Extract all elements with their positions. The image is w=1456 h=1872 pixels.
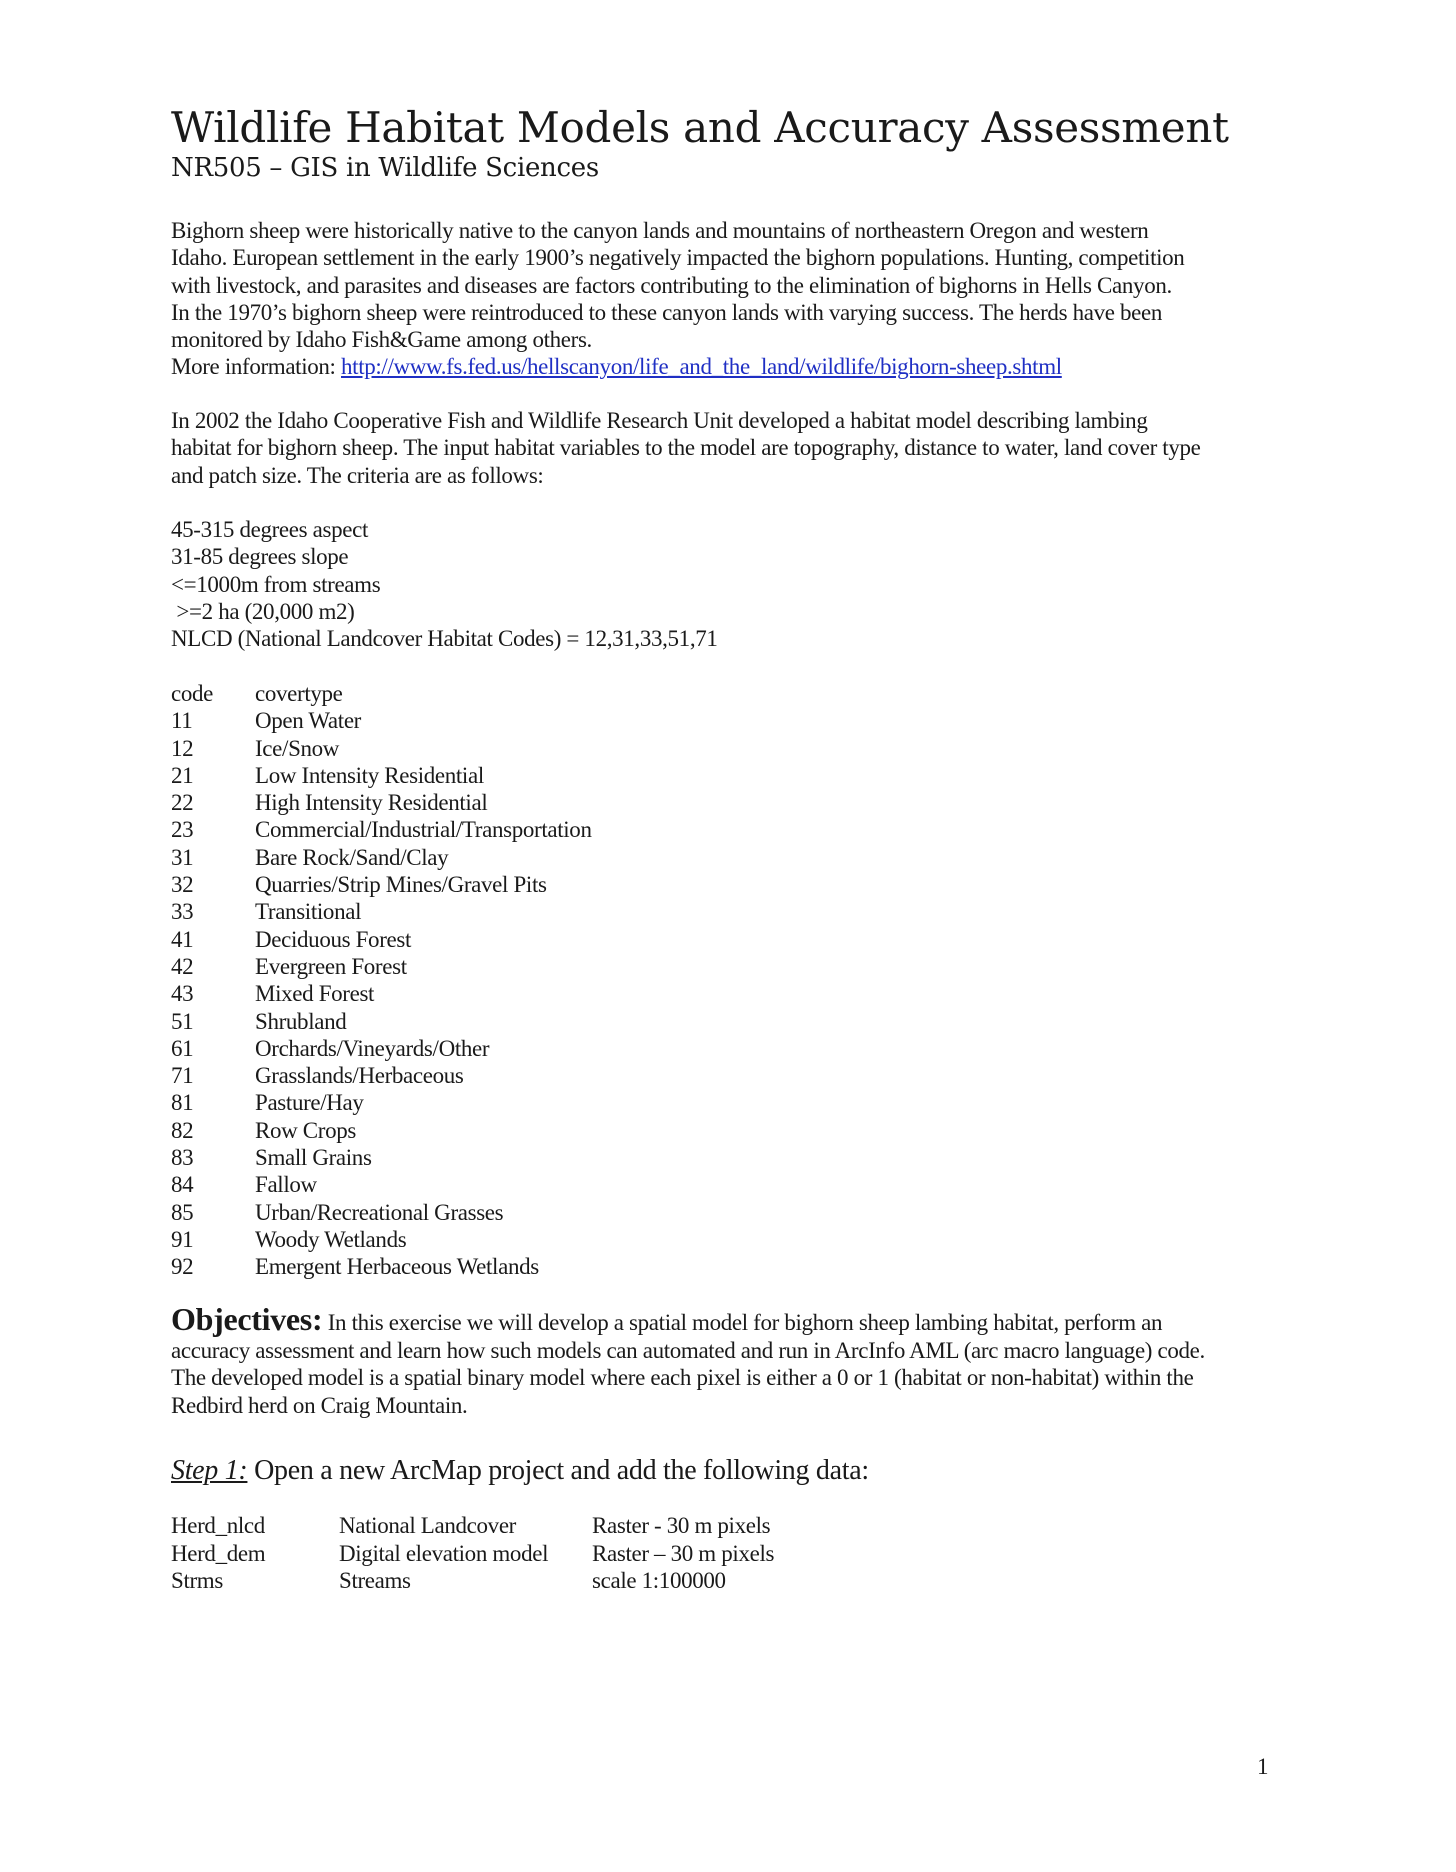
covertype-code: 22	[171, 790, 194, 816]
covertype-row	[171, 1199, 592, 1226]
layer-format: Raster - 30 m pixels	[592, 1513, 771, 1538]
covertype-row	[171, 1253, 592, 1280]
more-info-label: More information:	[171, 354, 341, 380]
covertype-name: Small Grains	[255, 1145, 372, 1171]
objectives-section	[171, 1301, 1291, 1419]
covertype-code: 11	[171, 708, 193, 734]
criteria-item: <=1000m from streams	[171, 571, 381, 597]
covertype-table	[171, 680, 592, 1281]
layer-description: Digital elevation model	[339, 1540, 549, 1566]
covertype-row	[171, 735, 592, 762]
covertype-code: 23	[171, 817, 194, 843]
layer-name: Herd_nlcd	[171, 1513, 265, 1538]
covertype-name: Grasslands/Herbaceous	[255, 1063, 464, 1089]
covertype-row	[171, 816, 592, 843]
covertype-code: 31	[171, 844, 194, 870]
objectives-label: Objectives:	[171, 1301, 323, 1337]
objectives-text: In this exercise we will develop a spatial model for bighorn sheep lambing habitat, perform an	[322, 1310, 1163, 1335]
covertype-name: Mixed Forest	[255, 981, 375, 1007]
covertype-name: Urban/Recreational Grasses	[255, 1199, 504, 1225]
covertype-code: 81	[171, 1090, 194, 1116]
covertype-name: Orchards/Vineyards/Other	[255, 1035, 490, 1061]
model-line: habitat for bighorn sheep. The input habitat variables to the model are topography, distance to water, land cover type	[171, 435, 1201, 461]
covertype-row	[171, 898, 592, 925]
code-column-header: code	[171, 681, 214, 706]
covertype-header-row	[171, 680, 592, 707]
objectives-line: accuracy assessment and learn how such models can automated and run in ArcInfo AML (arc macro language) code.	[171, 1337, 1205, 1363]
covertype-code: 12	[171, 735, 194, 761]
covertype-code: 85	[171, 1199, 194, 1225]
covertype-row	[171, 844, 592, 871]
covertype-name: Low Intensity Residential	[255, 762, 484, 788]
covertype-row	[171, 789, 592, 816]
criteria-item: 45-315 degrees aspect	[171, 517, 369, 542]
covertype-name: Pasture/Hay	[255, 1090, 364, 1116]
intro-paragraph	[171, 217, 1291, 381]
covertype-name: Transitional	[255, 899, 362, 925]
covertype-name: Shrubland	[255, 1008, 347, 1034]
intro-line: with livestock, and parasites and diseases are factors contributing to the elimination of bighorns in Hells Canyon.	[171, 272, 1172, 298]
layer-description: Streams	[339, 1568, 411, 1593]
covertype-row	[171, 707, 592, 734]
covertype-row	[171, 1171, 592, 1198]
step-1-text: Open a new ArcMap project and add the following data:	[247, 1455, 869, 1486]
layer-name: Strms	[171, 1568, 223, 1593]
covertype-code: 91	[171, 1226, 194, 1252]
covertype-name: Row Crops	[255, 1117, 357, 1143]
covertype-row	[171, 926, 592, 953]
covertype-code: 43	[171, 981, 194, 1007]
layer-format: Raster – 30 m pixels	[592, 1540, 775, 1566]
covertype-name: High Intensity Residential	[255, 790, 488, 816]
covertype-name: Evergreen Forest	[255, 953, 407, 979]
covertype-row	[171, 762, 592, 789]
intro-line: In the 1970’s bighorn sheep were reintroduced to these canyon lands with varying success. The herds have been	[171, 299, 1163, 325]
objectives-line: The developed model is a spatial binary model where each pixel is either a 0 or 1 (habitat or non-habitat) within the	[171, 1365, 1194, 1390]
data-layers-table	[171, 1512, 774, 1595]
criteria-item: >=2 ha (20,000 m2)	[171, 598, 355, 624]
covertype-name: Quarries/Strip Mines/Gravel Pits	[255, 872, 547, 898]
page-title: Wildlife Habitat Models and Accuracy Assessment	[171, 103, 1229, 152]
covertype-name: Open Water	[255, 708, 361, 734]
intro-line: monitored by Idaho Fish&Game among others.	[171, 327, 592, 353]
covertype-row	[171, 953, 592, 980]
layer-format: scale 1:100000	[592, 1568, 726, 1593]
covertype-code: 51	[171, 1008, 194, 1034]
bighorn-sheep-link[interactable]: http://www.fs.fed.us/hellscanyon/life_and_the_land/wildlife/bighorn-sheep.shtml	[341, 354, 1062, 380]
covertype-code: 84	[171, 1172, 194, 1198]
model-paragraph	[171, 407, 1291, 489]
covertype-row	[171, 1089, 592, 1116]
criteria-item: 31-85 degrees slope	[171, 544, 349, 570]
covertype-name: Bare Rock/Sand/Clay	[255, 844, 449, 870]
covertype-code: 92	[171, 1254, 194, 1280]
layer-description: National Landcover	[339, 1513, 516, 1538]
covertype-name: Deciduous Forest	[255, 926, 412, 952]
covertype-row	[171, 1062, 592, 1089]
covertype-row	[171, 1035, 592, 1062]
covertype-code: 61	[171, 1035, 194, 1061]
covertype-code: 32	[171, 872, 194, 898]
model-line: and patch size. The criteria are as follows:	[171, 462, 544, 488]
covertype-row	[171, 1144, 592, 1171]
covertype-row	[171, 1117, 592, 1144]
covertype-name: Ice/Snow	[255, 735, 340, 761]
intro-line: Bighorn sheep were historically native to the canyon lands and mountains of northeastern Oregon and western	[171, 218, 1149, 243]
covertype-row	[171, 1008, 592, 1035]
data-layer-row	[171, 1540, 774, 1568]
covertype-name: Emergent Herbaceous Wetlands	[255, 1254, 539, 1280]
covertype-name: Fallow	[255, 1172, 317, 1198]
covertype-code: 33	[171, 899, 194, 925]
model-line: In 2002 the Idaho Cooperative Fish and Wildlife Research Unit developed a habitat model describing lambing	[171, 408, 1148, 433]
step-1-heading	[171, 1454, 869, 1488]
step-1-label: Step 1:	[171, 1455, 248, 1486]
more-info-line	[171, 353, 1291, 380]
covertype-row	[171, 1226, 592, 1253]
covertype-code: 82	[171, 1117, 194, 1143]
covertype-code: 42	[171, 953, 194, 979]
layer-name: Herd_dem	[171, 1540, 266, 1566]
objectives-first-line	[171, 1301, 1291, 1337]
covertype-column-header: covertype	[255, 681, 343, 706]
covertype-row	[171, 980, 592, 1007]
criteria-item: NLCD (National Landcover Habitat Codes) = 12,31,33,51,71	[171, 626, 718, 652]
criteria-list	[171, 516, 1291, 652]
objectives-line: Redbird herd on Craig Mountain.	[171, 1392, 468, 1418]
covertype-row	[171, 871, 592, 898]
covertype-code: 41	[171, 926, 194, 952]
data-layer-row	[171, 1567, 774, 1595]
covertype-code: 21	[171, 762, 194, 788]
page-subtitle: NR505 – GIS in Wildlife Sciences	[171, 153, 599, 183]
covertype-name: Woody Wetlands	[255, 1226, 407, 1252]
data-layer-row	[171, 1512, 774, 1540]
covertype-name: Commercial/Industrial/Transportation	[255, 817, 592, 843]
page-number: 1	[1257, 1754, 1269, 1779]
intro-line: Idaho. European settlement in the early 1900’s negatively impacted the bighorn populations. Hunting, competition	[171, 245, 1185, 271]
covertype-code: 71	[171, 1063, 194, 1089]
covertype-code: 83	[171, 1145, 194, 1171]
